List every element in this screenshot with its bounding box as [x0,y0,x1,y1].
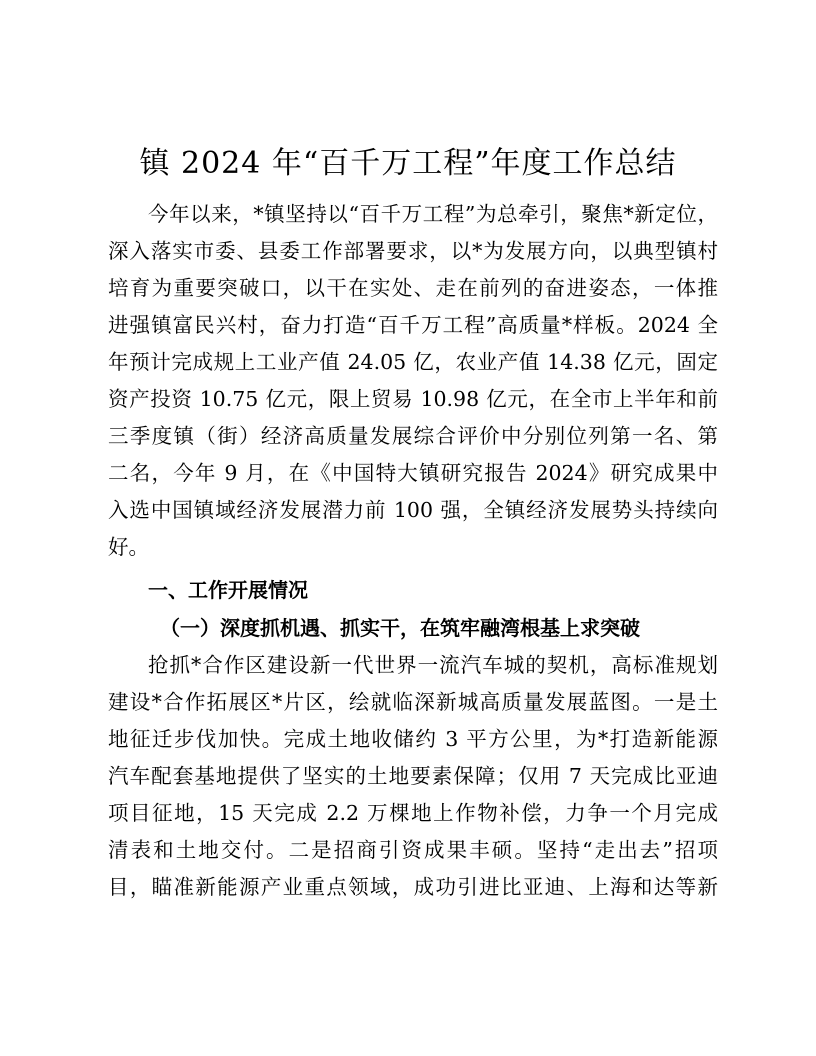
subsection-heading: （一）深度抓机遇、抓实干，在筑牢融湾根基上求突破 [160,616,640,640]
intro-line-2: 深入落实市委、县委工作部署要求，以*为发展方向，以典型镇村 [108,239,718,263]
intro-line-7: 三季度镇（街）经济高质量发展综合评价中分别位列第一名、第 [108,424,718,448]
intro-line-9: 入选中国镇域经济发展潜力前 100 强，全镇经济发展势头持续向 [108,498,718,522]
body-line-3: 地征迁步伐加快。完成土地收储约 3 平方公里，为*打造新能源 [108,727,718,751]
body-line-6: 清表和土地交付。二是招商引资成果丰硕。坚持“走出去”招项 [108,838,718,862]
intro-line-8: 二名，今年 9 月，在《中国特大镇研究报告 2024》研究成果中 [108,461,718,485]
body-line-2: 建设*合作拓展区*片区，绘就临深新城高质量发展蓝图。一是土 [108,690,718,714]
intro-line-1: 今年以来，*镇坚持以“百千万工程”为总牵引，聚焦*新定位， [148,202,718,226]
intro-line-5: 年预计完成规上工业产值 24.05 亿，农业产值 14.38 亿元，固定 [108,350,718,374]
intro-line-3: 培育为重要突破口，以干在实处、走在前列的奋进姿态，一体推 [108,276,718,300]
section-heading: 一、工作开展情况 [148,578,308,602]
body-line-1: 抢抓*合作区建设新一代世界一流汽车城的契机，高标准规划 [148,653,718,677]
body-line-5: 项目征地，15 天完成 2.2 万棵地上作物补偿，力争一个月完成 [108,801,718,825]
body-line-7: 目，瞄准新能源产业重点领域，成功引进比亚迪、上海和达等新 [108,875,718,899]
intro-line-6: 资产投资 10.75 亿元，限上贸易 10.98 亿元，在全市上半年和前 [108,387,718,411]
document-title: 镇 2024 年“百千万工程”年度工作总结 [139,146,677,181]
intro-line-10: 好。 [108,535,149,559]
intro-line-4: 进强镇富民兴村，奋力打造“百千万工程”高质量*样板。2024 全 [108,313,718,337]
body-line-4: 汽车配套基地提供了坚实的土地要素保障；仅用 7 天完成比亚迪 [108,764,718,788]
